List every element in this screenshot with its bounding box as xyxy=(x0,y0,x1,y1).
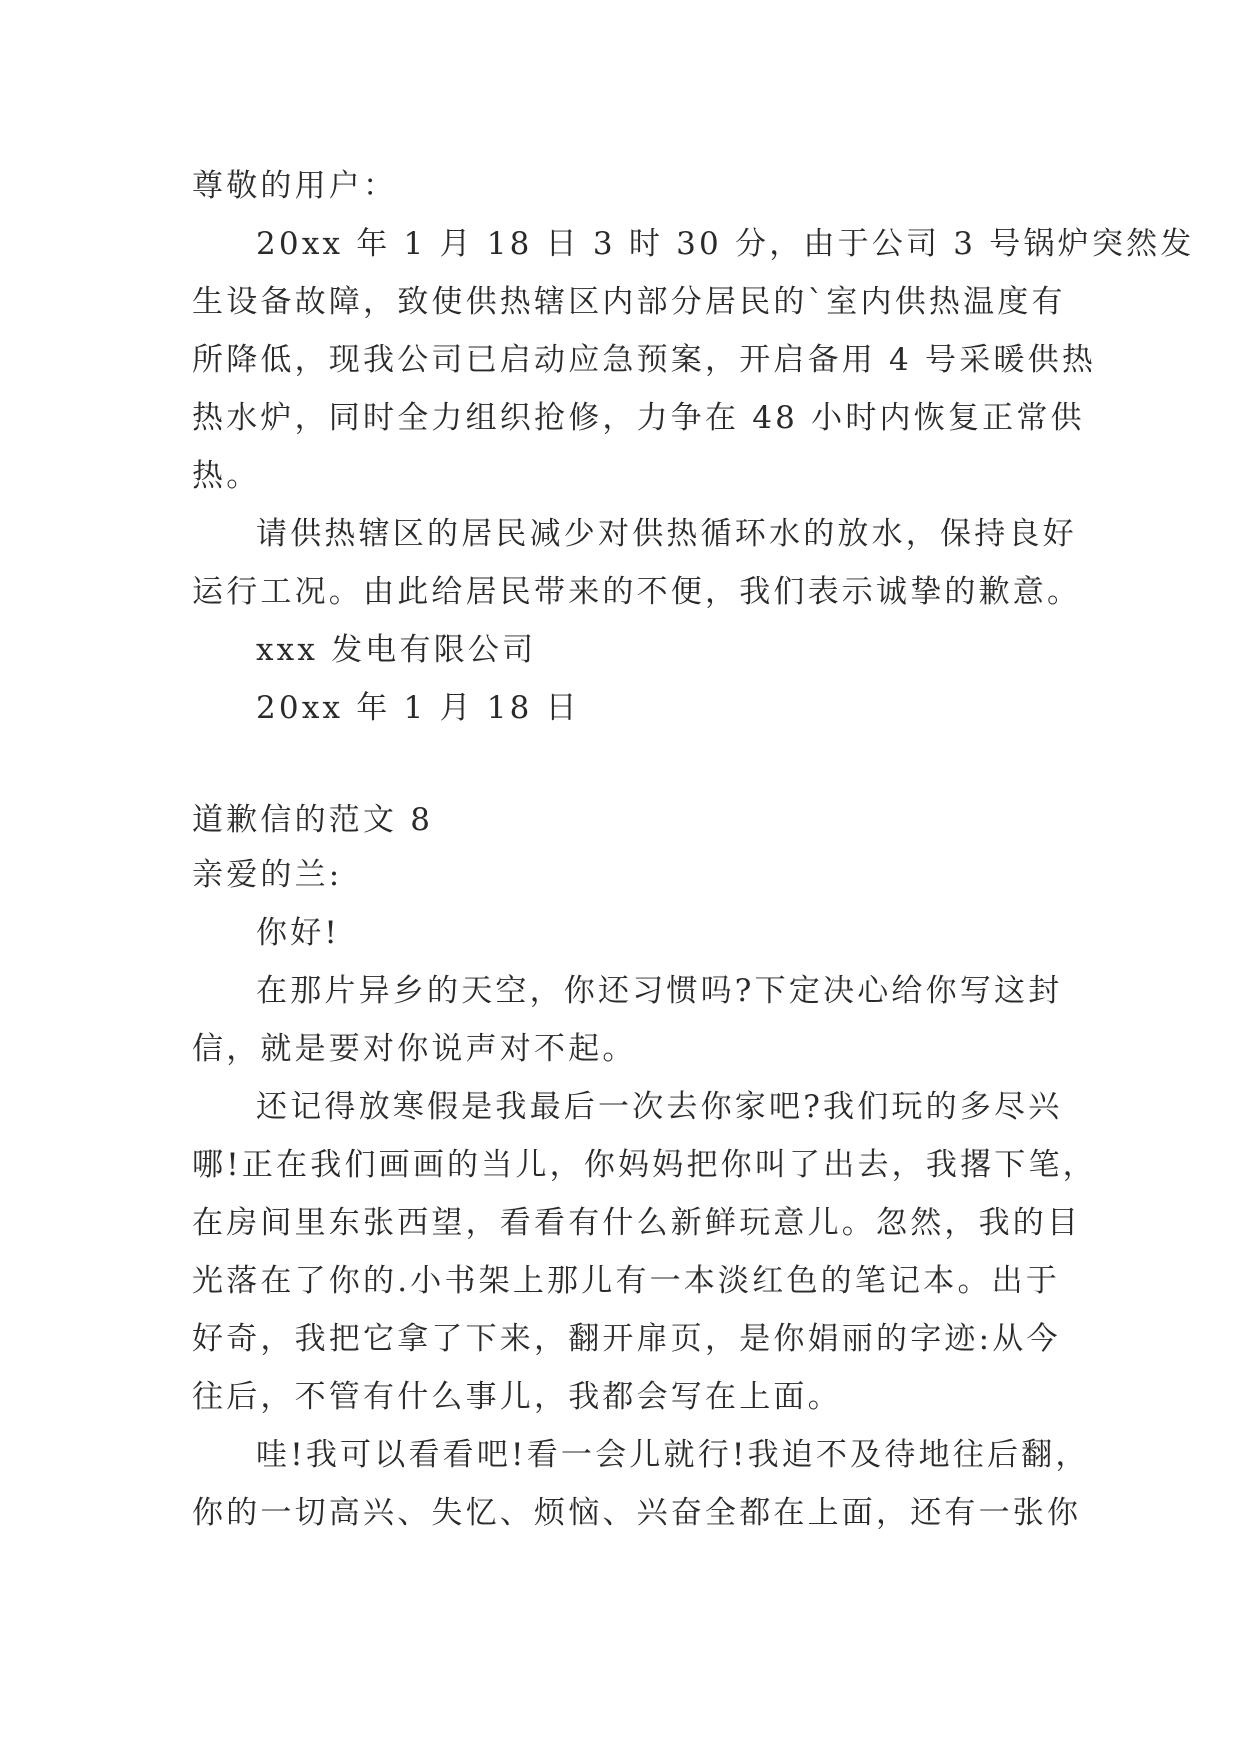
letter2-para1-line1: 在那片异乡的天空，你还习惯吗?下定决心给你写这封 xyxy=(256,973,1063,1009)
letter2-greeting: 你好! xyxy=(256,915,341,951)
letter2-para3-line2: 你的一切高兴、失忆、烦恼、兴奋全都在上面，还有一张你 xyxy=(192,1495,1082,1531)
letter2-para2-line5: 好奇，我把它拿了下来，翻开扉页，是你娟丽的字迹:从今 xyxy=(192,1321,1061,1357)
letter2-para2-line3: 在房间里东张西望，看看有什么新鲜玩意儿。忽然，我的目 xyxy=(192,1205,1082,1241)
letter1-para1-line2: 生设备故障，致使供热辖区内部分居民的`室内供热温度有 xyxy=(192,284,1066,320)
letter2-para2-line2: 哪!正在我们画画的当儿，你妈妈把你叫了出去，我撂下笔， xyxy=(192,1147,1097,1183)
letter1-para2-line1: 请供热辖区的居民减少对供热循环水的放水，保持良好 xyxy=(256,516,1077,552)
letter2-para2-line4: 光落在了你的.小书架上那儿有一本淡红色的笔记本。出于 xyxy=(192,1263,1061,1299)
letter2-para3-line1: 哇!我可以看看吧!看一会儿就行!我迫不及待地往后翻， xyxy=(256,1437,1090,1473)
letter1-para1-line1: 20xx 年 1 月 18 日 3 时 30 分，由于公司 3 号锅炉突然发 xyxy=(256,226,1195,262)
letter1-date: 20xx 年 1 月 18 日 xyxy=(256,690,580,726)
letter1-salutation: 尊敬的用户： xyxy=(192,168,398,204)
letter1-para1-line4: 热水炉，同时全力组织抢修，力争在 48 小时内恢复正常供 xyxy=(192,400,1085,436)
letter2-para2-line6: 往后，不管有什么事儿，我都会写在上面。 xyxy=(192,1379,842,1415)
letter2-heading: 道歉信的范文 8 xyxy=(192,802,434,838)
letter2-para2-line1: 还记得放寒假是我最后一次去你家吧?我们玩的多尽兴 xyxy=(256,1089,1063,1125)
letter2-salutation: 亲爱的兰: xyxy=(192,857,343,893)
letter1-para2-line2: 运行工况。由此给居民带来的不便，我们表示诚挚的歉意。 xyxy=(192,574,1082,610)
letter1-para1-line3: 所降低，现我公司已启动应急预案，开启备用 4 号采暖供热 xyxy=(192,342,1097,378)
letter2-para1-line2: 信，就是要对你说声对不起。 xyxy=(192,1031,637,1067)
letter1-para1-line5: 热。 xyxy=(192,458,261,494)
letter1-signature: xxx 发电有限公司 xyxy=(256,632,537,668)
